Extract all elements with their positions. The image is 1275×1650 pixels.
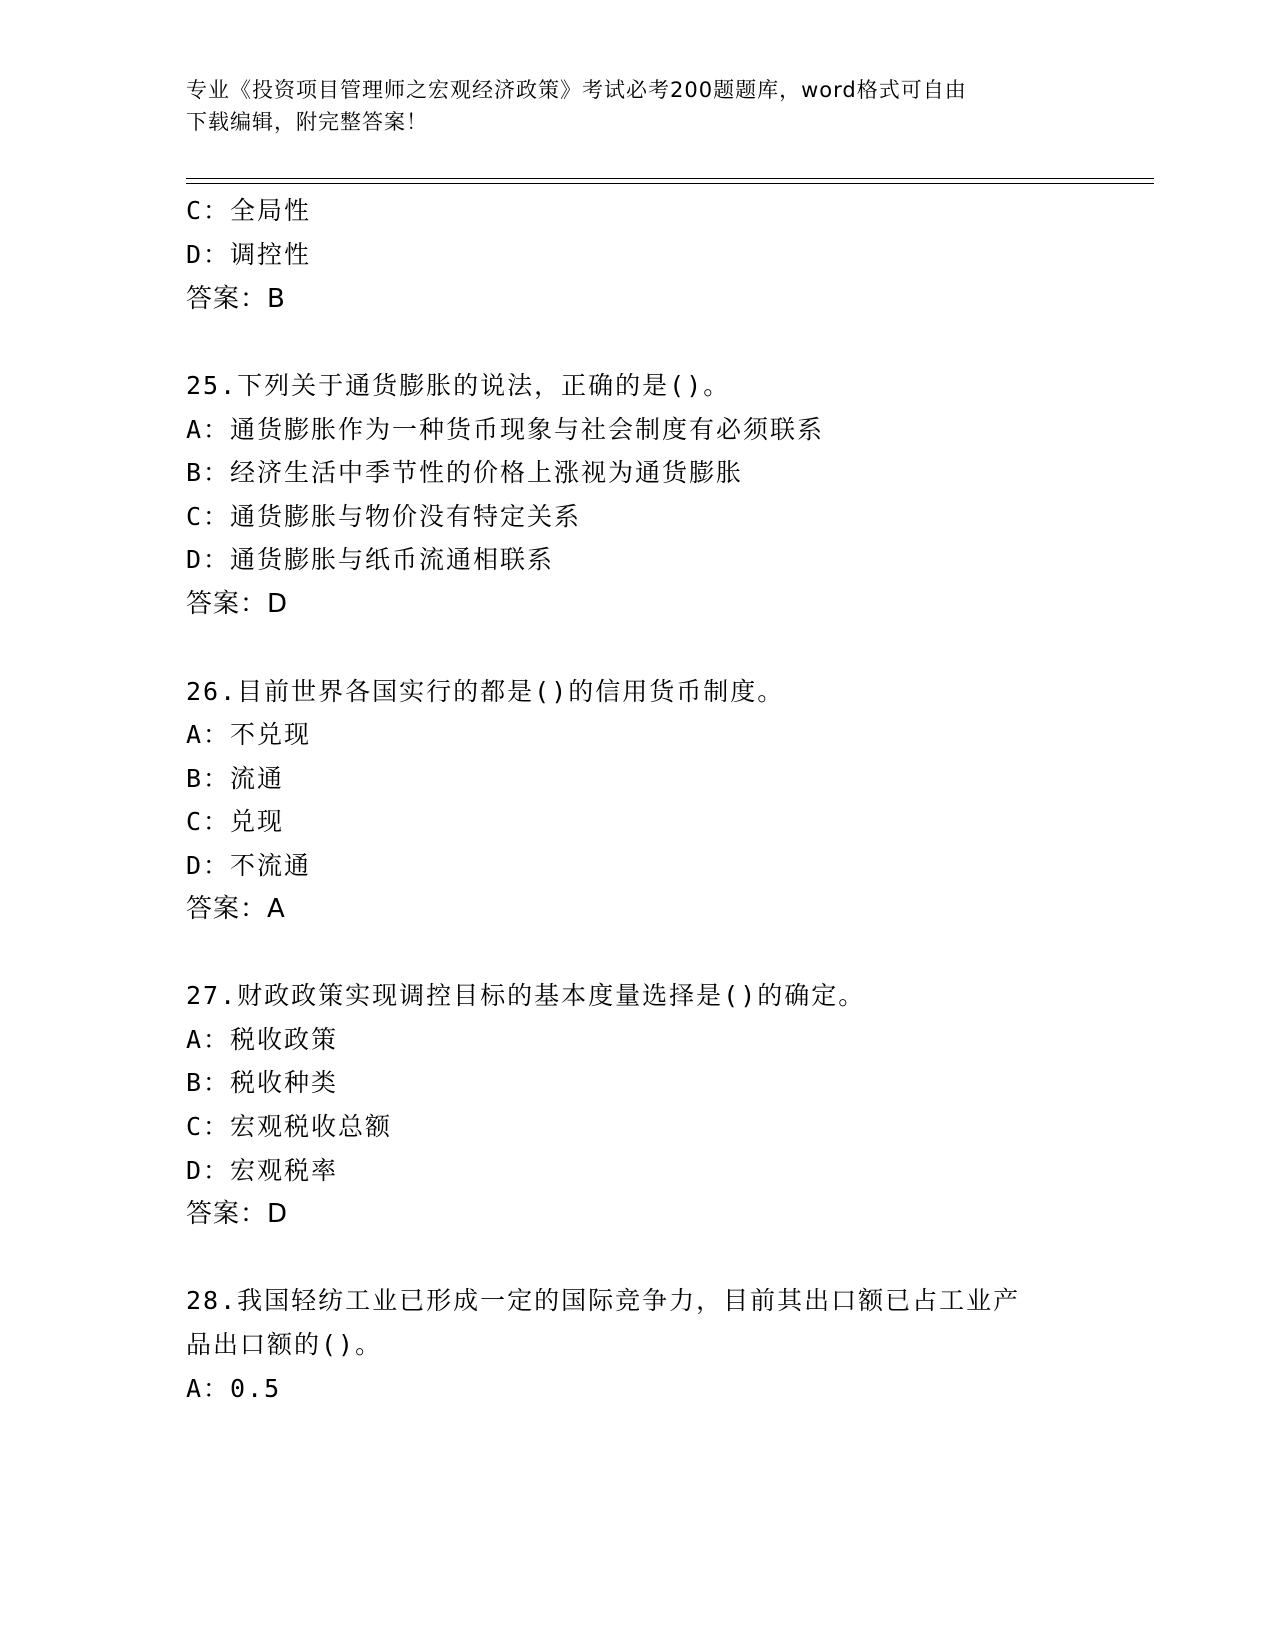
question-stem: 25.下列关于通货膨胀的说法，正确的是()。 [186, 371, 731, 400]
header-line-2: 下载编辑，附完整答案！ [186, 110, 428, 134]
option-a: A：通货膨胀作为一种货币现象与社会制度有必须联系 [186, 415, 825, 444]
option-d: D：不流通 [186, 851, 312, 880]
question-stem-line-2: 品出口额的()。 [186, 1330, 383, 1359]
option-d: D：宏观税率 [186, 1156, 339, 1185]
header-divider-bottom [186, 183, 1154, 184]
question-stem: 26.目前世界各国实行的都是()的信用货币制度。 [186, 677, 785, 706]
answer: 答案：B [186, 284, 286, 314]
answer: 答案：D [186, 1199, 289, 1229]
option-d: D：调控性 [186, 240, 312, 269]
header-divider-top [186, 178, 1154, 179]
option-b: B：税收种类 [186, 1068, 339, 1097]
option-a: A：税收政策 [186, 1025, 339, 1054]
question-stem: 27.财政政策实现调控目标的基本度量选择是()的确定。 [186, 981, 866, 1010]
option-a: A：0.5 [186, 1374, 282, 1403]
option-a: A：不兑现 [186, 720, 312, 749]
option-b: B：经济生活中季节性的价格上涨视为通货膨胀 [186, 458, 744, 487]
answer: 答案：A [186, 894, 286, 924]
option-d: D：通货膨胀与纸币流通相联系 [186, 545, 555, 574]
option-c: C：兑现 [186, 807, 285, 836]
option-c: C：通货膨胀与物价没有特定关系 [186, 502, 582, 531]
answer: 答案：D [186, 589, 289, 619]
option-b: B：流通 [186, 764, 285, 793]
header-line-1: 专业《投资项目管理师之宏观经济政策》考试必考200题题库，word格式可自由 [186, 78, 967, 102]
document-header [186, 74, 1086, 138]
option-c: C：全局性 [186, 196, 312, 225]
option-c: C：宏观税收总额 [186, 1112, 393, 1141]
question-stem-line-1: 28.我国轻纺工业已形成一定的国际竞争力，目前其出口额已占工业产 [186, 1286, 1021, 1315]
